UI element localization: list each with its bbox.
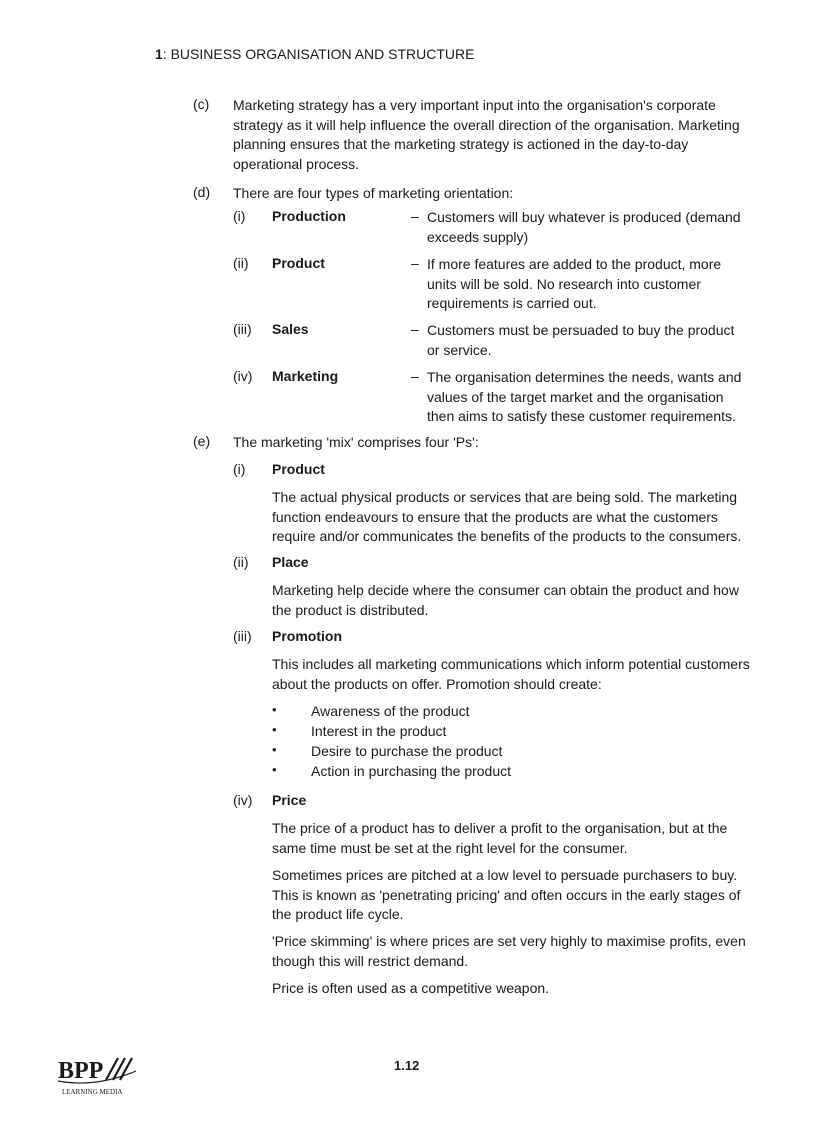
item-label-c: (c) [193, 96, 210, 112]
price-paragraph-4: Price is often used as a competitive weapon. [272, 980, 550, 996]
price-paragraph-1: The price of a product has to deliver a profit to the organisation, but at the same time must be set at the right level for the consumer. [272, 820, 728, 856]
price-paragraph-2: Sometimes prices are pitched at a low level to persuade purchasers to buy. This is known as 'penetrating pricing' and often occurs in the early stages of the product life cycle. [272, 867, 741, 922]
item-label-e: (e) [193, 433, 211, 449]
orientation-desc: Customers will buy whatever is produced (demand exceeds supply) [427, 209, 741, 245]
logo-text: BPP [58, 1058, 104, 1084]
mix-num: (iv) [233, 792, 253, 808]
orientation-dash: – [411, 368, 419, 384]
orientation-dash: – [411, 208, 419, 224]
orientation-term: Marketing [272, 368, 339, 384]
chapter-number: 1 [155, 46, 163, 62]
paragraph-d-intro: There are four types of marketing orientation: [233, 185, 514, 201]
orientation-num: (iv) [233, 368, 253, 384]
orientation-dash: – [411, 255, 419, 271]
orientation-desc: The organisation determines the needs, wants and values of the target market and the organisation then aims to satisfy these customer requirements. [427, 369, 742, 424]
orientation-num: (ii) [233, 255, 249, 271]
orientation-desc: Customers must be persuaded to buy the product or service. [427, 322, 735, 358]
mix-text-place: Marketing help decide where the consumer can obtain the product and how the product is distributed. [272, 582, 739, 618]
running-header [155, 46, 474, 62]
orientation-num: (iii) [233, 321, 252, 337]
page-number: 1.12 [394, 1058, 420, 1073]
bpp-logo [56, 1053, 140, 1097]
mix-num: (ii) [233, 554, 249, 570]
mix-num: (iii) [233, 628, 252, 644]
mix-title-promotion: Promotion [272, 628, 342, 644]
orientation-desc: If more features are added to the product, more units will be sold. No research into customer requirements is carried out. [427, 256, 722, 311]
orientation-dash: – [411, 321, 419, 337]
orientation-term: Production [272, 208, 346, 224]
mix-title-place: Place [272, 554, 309, 570]
mix-text-promotion: This includes all marketing communications which inform potential customers about the products on offer. Promotion should create: [272, 656, 750, 692]
mix-title-price: Price [272, 792, 307, 808]
chapter-title: : BUSINESS ORGANISATION AND STRUCTURE [162, 46, 475, 62]
mix-num: (i) [233, 461, 246, 477]
list-item: Action in purchasing the product [311, 763, 512, 779]
mix-title-product: Product [272, 461, 325, 477]
bullet-icon: • [272, 762, 277, 777]
orientation-term: Product [272, 255, 325, 271]
bullet-icon: • [272, 742, 277, 757]
orientation-num: (i) [233, 208, 246, 224]
logo-subtext: LEARNING MEDIA [62, 1088, 123, 1096]
paragraph-e-intro: The marketing 'mix' comprises four 'Ps': [233, 434, 479, 450]
price-paragraph-3: 'Price skimming' is where prices are set very highly to maximise profits, even though this will restrict demand. [272, 933, 746, 969]
paragraph-c: Marketing strategy has a very important input into the organisation's corporate strategy as it will help influence the overall direction of the organisation. Marketing planning ensures that the marketing strategy is actioned in the day-to-day operational process. [233, 97, 740, 172]
list-item: Awareness of the product [311, 703, 470, 719]
list-item: Desire to purchase the product [311, 743, 503, 759]
list-item: Interest in the product [311, 723, 447, 739]
orientation-term: Sales [272, 321, 309, 337]
item-label-d: (d) [193, 184, 211, 200]
bullet-icon: • [272, 722, 277, 737]
bullet-icon: • [272, 702, 277, 717]
mix-text-product: The actual physical products or services that are being sold. The marketing function endeavours to ensure that the products are what the customers require and/or communicates the benefits of the products to the consumers. [272, 489, 742, 544]
